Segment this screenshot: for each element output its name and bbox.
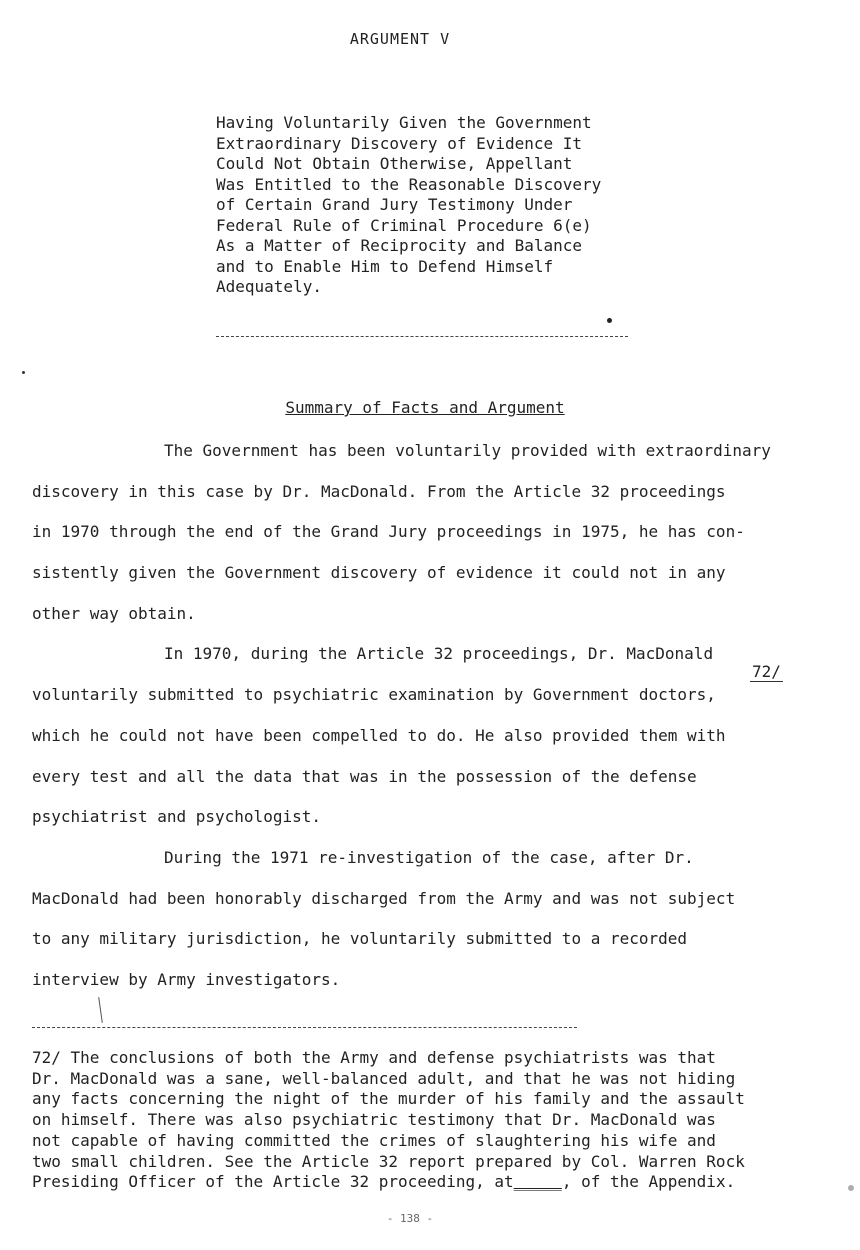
footnote-text: Presiding Officer of the Article 32 proceeding, at (32, 1172, 514, 1192)
body-text (32, 437, 822, 1007)
issue-line: As a Matter of Reciprocity and Balance (216, 236, 583, 255)
footnote-line (32, 1172, 832, 1193)
body-line: other way obtain. (32, 603, 196, 623)
scan-speck (22, 371, 25, 374)
issue-line: Adequately. (216, 277, 322, 296)
issue-line: Was Entitled to the Reasonable Discovery (216, 174, 602, 194)
scan-speck (848, 1185, 854, 1191)
issue-line: Could Not Obtain Otherwise, Appellant (216, 154, 573, 173)
footnote-line: Dr. MacDonald was a sane, well-balanced adult, and that he was not hiding (32, 1068, 736, 1088)
issue-line: Extraordinary Discovery of Evidence It (216, 133, 583, 153)
body-line: sistently given the Government discovery of evidence it could not in any (32, 563, 726, 583)
footnote-line: not capable of having committed the crimes of slaughtering his wife and (32, 1130, 716, 1150)
summary-title: Summary of Facts and Argument (285, 398, 565, 417)
body-line: every test and all the data that was in the possession of the defense (32, 766, 697, 786)
issue-line: Having Voluntarily Given the Government (216, 113, 592, 132)
issue-line: Federal Rule of Criminal Procedure 6(e) (216, 215, 592, 235)
footnote-divider (32, 1027, 577, 1028)
footnote-line: on himself. There was also psychiatric testimony that Dr. MacDonald was (32, 1110, 716, 1130)
footnote-line: 72/ The conclusions of both the Army and defense psychiatrists was that (32, 1048, 716, 1067)
footnote-line: two small children. See the Article 32 report prepared by Col. Warren Rock (32, 1151, 745, 1171)
body-line: to any military jurisdiction, he voluntarily submitted to a recorded (32, 929, 688, 949)
body-line: voluntarily submitted to psychiatric examination by Government doctors, (32, 685, 716, 705)
page-number: - 138 - (386, 1212, 434, 1225)
footnote-text: , of the Appendix. (561, 1172, 736, 1192)
footnote (32, 1048, 832, 1193)
footnote-line: any facts concerning the night of the murder of his family and the assault (32, 1089, 745, 1109)
section-rule (216, 336, 628, 337)
body-line: During the 1971 re-investigation of the case, after Dr. (164, 847, 694, 867)
body-line: psychiatrist and psychologist. (32, 807, 321, 827)
issue-line: of Certain Grand Jury Testimony Under (216, 195, 573, 214)
issue-statement (216, 113, 636, 298)
body-line: discovery in this case by Dr. MacDonald. From the Article 32 proceedings (32, 481, 726, 501)
scan-speck (607, 318, 612, 323)
body-line: interview by Army investigators. (32, 969, 341, 989)
body-line: MacDonald had been honorably discharged from the Army and was not subject (32, 888, 736, 908)
body-line: The Government has been voluntarily provided with extraordinary (164, 441, 771, 460)
body-line: which he could not have been compelled to do. He also provided them with (32, 725, 726, 745)
body-line: in 1970 through the end of the Grand Jury proceedings in 1975, he has con- (32, 522, 745, 542)
body-line: In 1970, during the Article 32 proceedings, Dr. MacDonald (164, 644, 714, 664)
blank-reference: _____ (513, 1172, 562, 1192)
issue-line: and to Enable Him to Defend Himself (216, 256, 554, 276)
argument-heading: ARGUMENT V (349, 30, 451, 48)
footnote-marker: 72/ (752, 662, 781, 681)
